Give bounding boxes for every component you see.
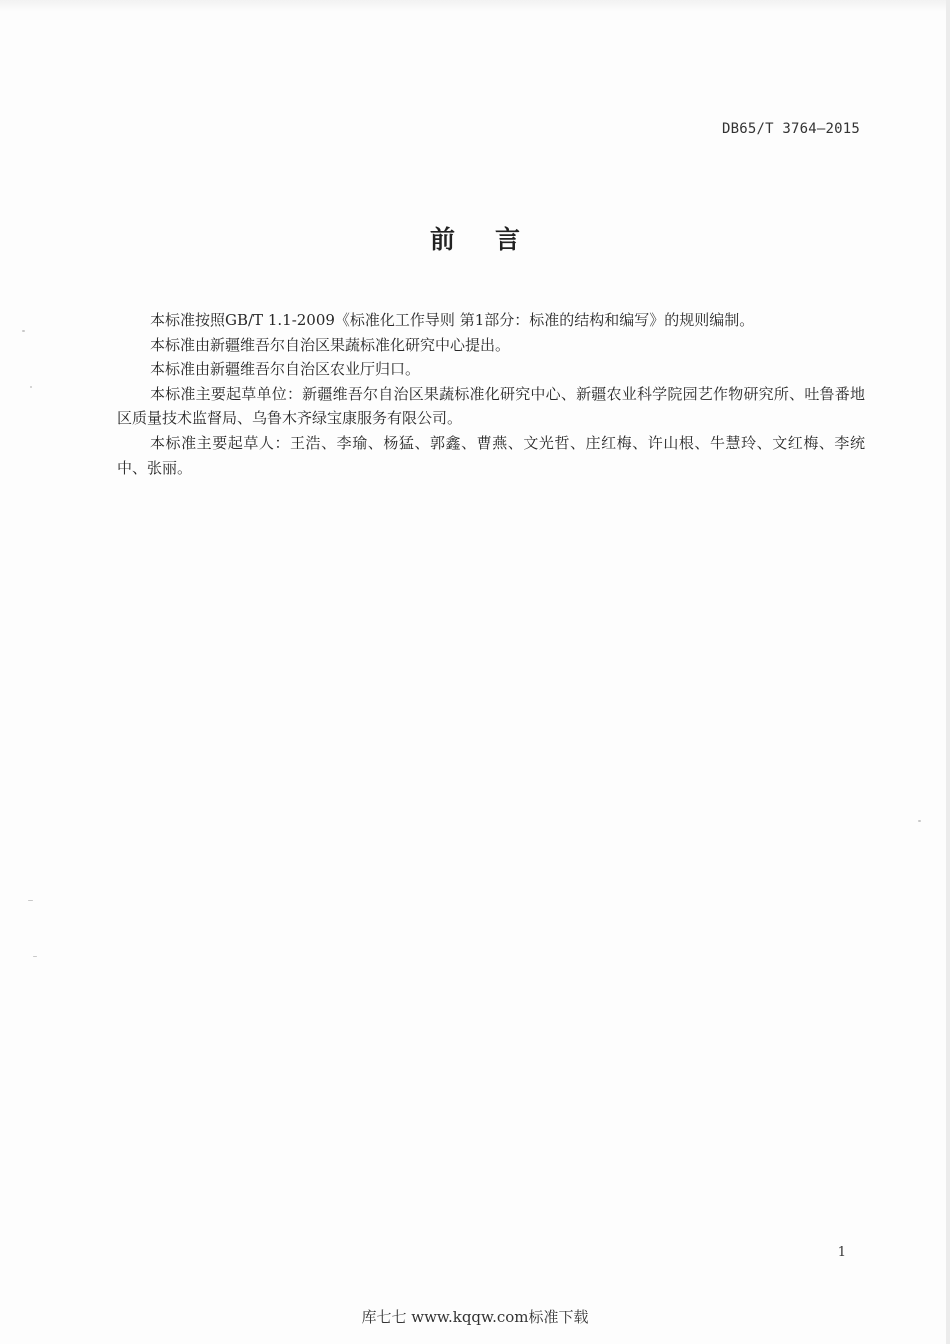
foreword-body [117,308,865,480]
paragraph: 本标准按照GB/T 1.1-2009《标准化工作导则 第1部分：标准的结构和编写》的规则编制。 [150,311,755,329]
paragraph: 本标准由新疆维吾尔自治区果蔬标准化研究中心提出。 [150,335,511,354]
download-watermark: 库七七 www.kqqw.com标准下载 [361,1308,589,1326]
paragraph: 本标准主要起草人：王浩、李瑜、杨猛、郭鑫、曹燕、文光哲、庄红梅、许山根、牛慧玲、文红梅、李统中、张丽。 [117,433,865,477]
page-number: 1 [837,1245,846,1260]
document-code: DB65/T 3764—2015 [721,121,860,137]
scan-speck [33,956,37,957]
scan-speck [28,900,33,901]
scan-speck [30,386,32,388]
page-title: 前言 [429,225,560,254]
scan-top-edge [0,0,950,12]
scan-right-edge [946,0,950,1344]
scan-speck [918,820,921,822]
paragraph: 本标准由新疆维吾尔自治区农业厅归口。 [150,360,421,379]
scan-speck [22,330,25,332]
paragraph: 本标准主要起草单位：新疆维吾尔自治区果蔬标准化研究中心、新疆农业科学院园艺作物研究所、吐鲁番地区质量技术监督局、乌鲁木齐绿宝康服务有限公司。 [117,384,865,428]
